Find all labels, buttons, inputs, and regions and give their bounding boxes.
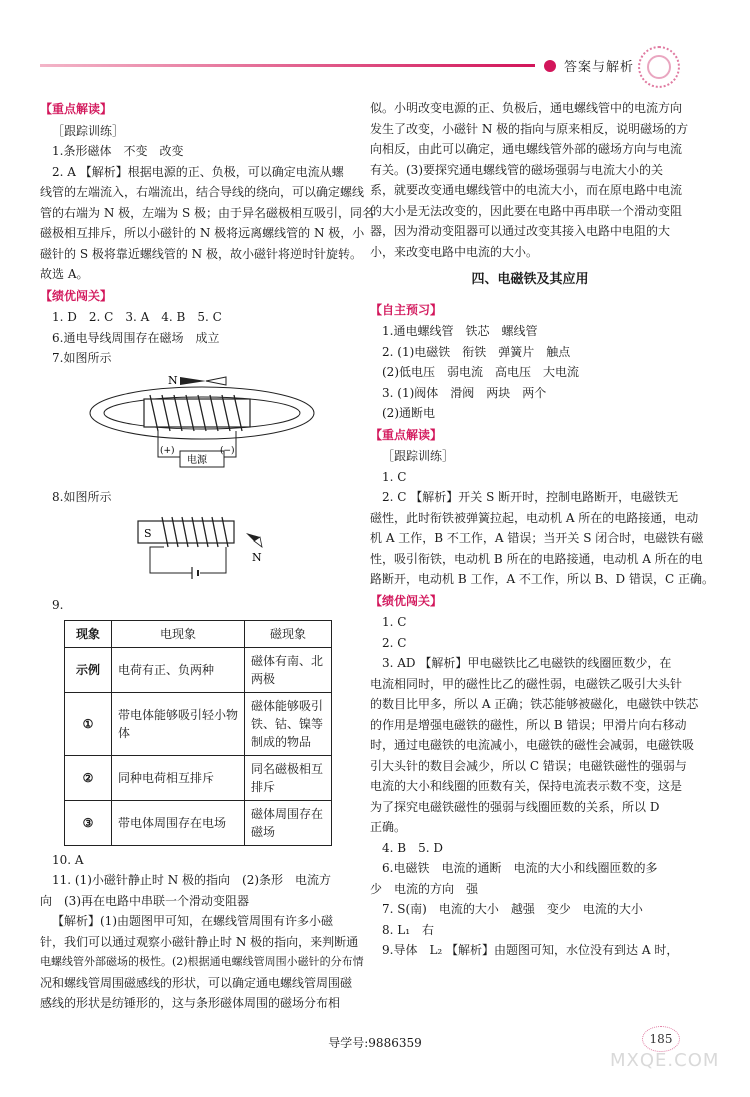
header-title: 答案与解析 [564,60,635,75]
table-cell: ③ [65,800,112,845]
answer-line: 2. (1)电磁铁 衔铁 弹簧片 触点 [382,344,571,359]
answer-line: 发生了改变，小磁针 N 极的指向与原来相反，说明磁场的方 [370,121,689,136]
answer-line: 1.通电螺线管 铁芯 螺线管 [382,324,538,338]
fig7-minus-label: (−) [220,445,235,456]
table-header-cell: 现象 [65,620,112,647]
footer-code: 导学号:9886359 [328,1036,422,1050]
table-cell: ① [65,692,112,755]
fig7-power-label: 电源 [187,454,207,466]
table-cell: 磁体有南、北两极 [245,647,332,692]
right-column [370,98,714,961]
answer-line: 系，就要改变通电螺线管中的电流大小，而在原电路中电流 [370,183,683,197]
answer-line: 2. A 【解析】根据电源的正、负极，可以确定电流从螺 [52,164,344,179]
header-rule [40,64,535,67]
answer-line: 时，通过电磁铁的电流减小，电磁铁的磁性会减弱，电磁铁吸 [370,738,695,752]
answer-line: 引大头针的数目会减少，所以 C 错误；电磁铁磁性的强弱与 [370,758,687,773]
answer-line: 有关。(3)要探究通电螺线管的磁场强弱与电流大小的关 [370,162,664,177]
answer-line: 电螺线管外部磁场的极性。(2)根据通电螺线管周围小磁针的分布情 [40,955,364,968]
watermark: MXQE.COM [610,1050,720,1071]
answer-line: (2)低电压 弱电流 高电压 大电流 [382,365,579,379]
answer-line: 线管的左端流入，右端流出，结合导线的绕向，可以确定螺线 [40,185,365,199]
answer-line: 3. AD 【解析】甲电磁铁比乙电磁铁的线圈匝数少，在 [382,656,672,670]
answer-line: 少 电流的方向 强 [370,881,479,896]
table-row [65,755,332,800]
answer-line: 磁极相互排斥，所以小磁针的 N 极将远离螺线管的 N 极，小 [40,226,365,240]
answer-line: 电流相同时，甲的磁性比乙的磁性弱，电磁铁乙吸引大头针 [370,676,683,691]
solenoid-diagram [40,371,358,483]
figure-7-solenoid [40,371,358,483]
answer-line: 性，吸引衔铁，电动机 B 所在的电路接通，电动机 A 所在的电 [370,551,703,566]
answer-line: 9.导体 L₂ 【解析】由题图可知，水位没有到达 A 时， [382,943,679,957]
answer-line: 器，因为滑动变阻器可以通过改变其接入电路中电阻的大 [370,224,671,238]
table-header-cell: 磁现象 [245,620,332,647]
answer-line: 8. L₁ 右 [382,922,435,937]
page-number: 185 [642,1026,680,1052]
answer-line: 向相反，由此可以确定，通电螺线管外部的磁场方向与电流 [370,142,683,156]
answer-line: 机 A 工作，B 不工作，A 错误；当开关 S 闭合时，电磁铁有磁 [370,531,704,545]
answer-line: 2. C [382,635,407,650]
answer-line: 1. C [382,615,407,629]
answer-line: 7. S(南) 电流的大小 越强 变少 电流的大小 [382,902,643,916]
section-tag-key-points: 【重点解读】 [370,427,443,442]
table-cell: 电荷有正、负两种 [112,647,245,692]
sub-heading-tracking: ［跟踪训练］ [52,123,125,138]
fig7-n-label: N [168,373,178,387]
table-header-row [65,620,332,647]
section-tag-challenge: 【绩优闯关】 [370,593,443,608]
table-row [65,647,332,692]
section-tag-challenge: 【绩优闯关】 [40,288,113,303]
answer-line: 2. C 【解析】开关 S 断开时，控制电路断开，电磁铁无 [382,490,679,504]
sub-heading-tracking: ［跟踪训练］ [382,449,455,463]
header-bullet [544,60,556,72]
answer-line: 针，我们可以通过观察小磁针静止时 N 极的指向，来判断通 [40,934,359,949]
answer-line: 9. [52,598,64,612]
table-cell: 同名磁极相互排斥 [245,755,332,800]
table-header-cell: 电现象 [112,620,245,647]
table-cell: 同种电荷相互排斥 [112,755,245,800]
table-cell: 带电体周围存在电场 [112,800,245,845]
comparison-table [64,620,332,846]
answer-line: 磁性，此时衔铁被弹簧拉起，电动机 A 所在的电路接通，电动 [370,510,699,525]
answer-line: 4. B 5. D [382,840,443,855]
answer-line: 的作用是增强电磁铁的磁性，所以 B 错误；甲滑片向右移动 [370,717,687,732]
answer-line: 1. D 2. C 3. A 4. B 5. C [52,310,222,324]
left-column [40,98,374,1014]
table-cell: 带电体能够吸引轻小物体 [112,692,245,755]
answer-line: (2)通断电 [382,406,435,420]
answer-line: 况和螺线管周围磁感线的形状，可以确定通电螺线管周围磁 [40,975,353,990]
answer-line: 为了探究电磁铁磁性的强弱与线圈匝数的关系，所以 D [370,799,660,814]
answer-line: 1. C [382,469,407,484]
answer-line: 电流的大小和线圈的匝数有关，保持电流表示数不变，这是 [370,779,683,793]
answer-line: 路断开，电动机 B 工作，A 不工作，所以 B、D 错误，C 正确。 [370,572,714,586]
answer-line: 8.如图所示 [52,489,112,504]
answer-line: 管的右端为 N 极，左端为 S 极；由于异名磁极相互吸引，同名 [40,205,374,220]
table-cell: 示例 [65,647,112,692]
answer-line: 3. (1)阀体 滑阀 两块 两个 [382,385,547,400]
answer-line: 正确。 [370,820,407,834]
electromagnet-diagram [40,509,358,591]
answer-line: 11. (1)小磁针静止时 N 极的指向 (2)条形 电流方 [52,873,332,887]
table-cell: ② [65,755,112,800]
answer-line: 1.条形磁体 不变 改变 [52,144,184,158]
answer-line: 故选 A。 [40,267,89,281]
answer-line: 的数目比甲多，所以 A 正确；铁芯能够被磁化，电磁铁中铁芯 [370,697,699,711]
header-ornament-inner [647,55,671,79]
answer-line: 6.电磁铁 电流的通断 电流的大小和线圈匝数的多 [382,861,658,875]
answer-line: 感线的形状是纺锤形的，这与条形磁体周围的磁场分布相 [40,996,341,1010]
section-tag-preview: 【自主预习】 [370,302,443,317]
figure-8-electromagnet [40,509,358,591]
table-row [65,692,332,755]
answer-line: 7.如图所示 [52,351,112,365]
section-title: 四、电磁铁及其应用 [471,272,589,287]
answer-line: 10. A [52,852,84,867]
table-cell: 磁体能够吸引铁、钴、镍等制成的物品 [245,692,332,755]
table-cell: 磁体周围存在磁场 [245,800,332,845]
section-tag-key-points: 【重点解读】 [40,102,113,116]
answer-line: 小，来改变电路中电流的大小。 [370,244,539,259]
fig7-plus-label: (+) [160,445,175,456]
table-row [65,800,332,845]
answer-line: 向 (3)再在电路中串联一个滑动变阻器 [40,893,249,908]
answer-line: 似。小明改变电源的正、负极后，通电螺线管中的电流方向 [370,101,683,115]
fig8-n-label: N [252,551,262,564]
answer-line: 磁针的 S 极将靠近螺线管的 N 极，故小磁针将逆时针旋转。 [40,246,362,261]
fig8-s-label: S [144,527,152,540]
answer-line: 6.通电导线周围存在磁场 成立 [52,330,220,345]
answer-line: 的大小是无法改变的，因此要在电路中再串联一个滑动变阻 [370,203,683,218]
answer-line: 【解析】(1)由题图甲可知，在螺线管周围有许多小磁 [52,914,334,928]
